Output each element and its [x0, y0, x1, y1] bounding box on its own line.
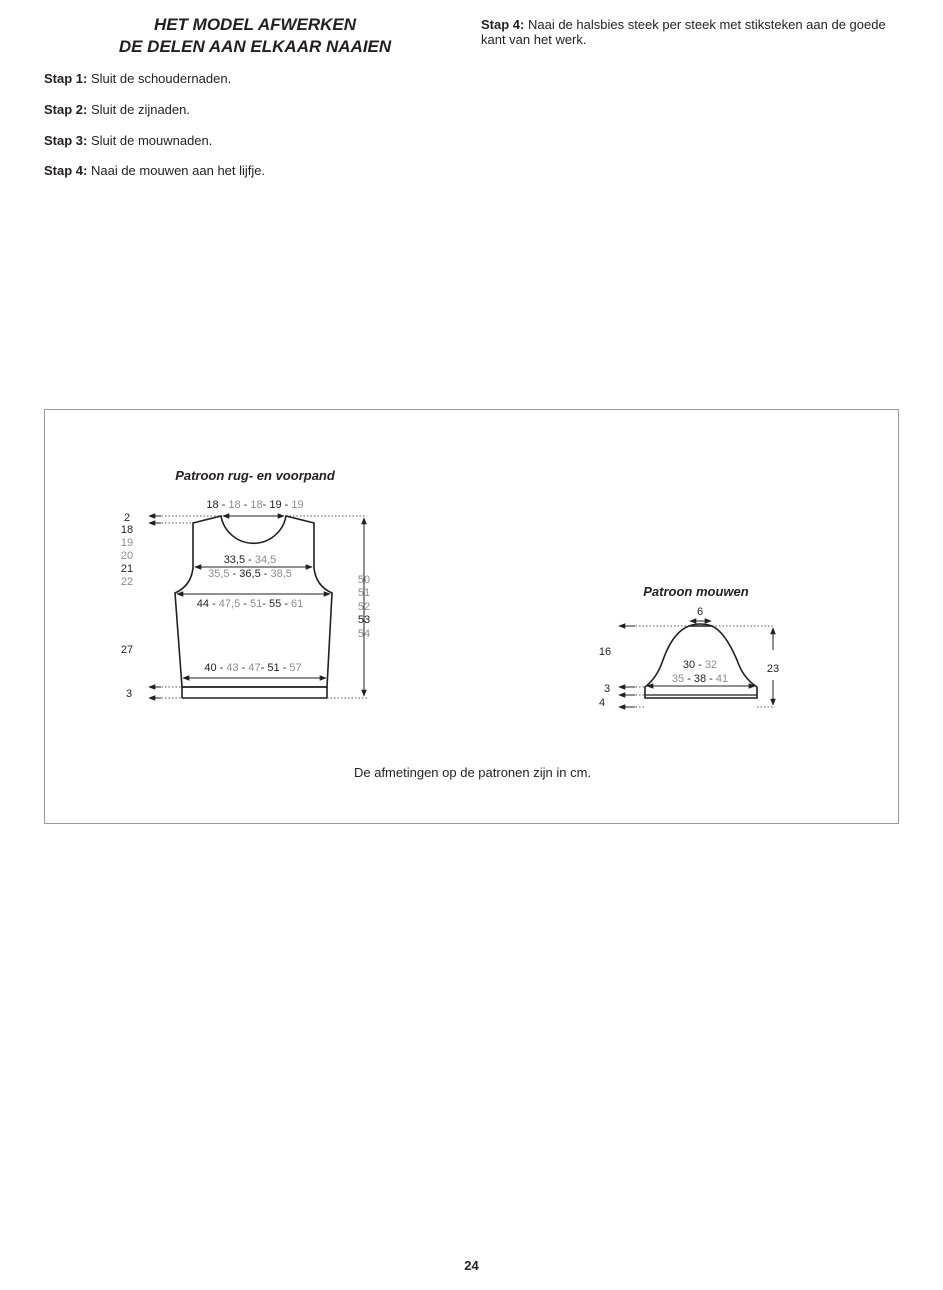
- sleeve-pattern: [599, 584, 779, 709]
- step-3-text: Sluit de mouwnaden.: [90, 133, 213, 148]
- step-1-label: Stap 1:: [44, 71, 88, 86]
- armhole-depth-1: 18: [120, 524, 134, 536]
- heading-line-1: HET MODEL AFWERKEN: [153, 15, 357, 34]
- total-length-2: 51: [357, 587, 371, 599]
- sleeve-cap-height-label: 16: [598, 646, 612, 658]
- neck-width-label: 18 - 18 - 18- 19 - 19: [206, 499, 304, 511]
- step-3: [44, 133, 212, 148]
- step-2-text: Sluit de zijnaden.: [90, 102, 190, 117]
- body-pattern: [121, 468, 370, 700]
- step-right-text: Naai de halsbies steek per steek met stiksteken aan de goede kant van het werk.: [481, 17, 886, 47]
- armhole-depth-2: 19: [120, 537, 134, 549]
- pattern-caption: De afmetingen op de patronen zijn in cm.: [353, 765, 592, 780]
- armhole-width-label: 44 - 47,5 - 51- 55 - 61: [196, 598, 304, 610]
- hem-width-label: 40 - 43 - 47- 51 - 57: [204, 662, 302, 674]
- armhole-depth-5: 22: [120, 576, 134, 588]
- step-1: [44, 71, 231, 86]
- step-1-text: Sluit de schoudernaden.: [90, 71, 232, 86]
- step-4-label: Stap 4:: [44, 163, 88, 178]
- chest-lower-label: 35,5 - 36,5 - 38,5: [208, 568, 292, 580]
- total-length-3: 52: [357, 601, 371, 613]
- body-pattern-title: Patroon rug- en voorpand: [175, 468, 335, 483]
- step-4-text: Naai de mouwen aan het lijfje.: [90, 163, 266, 178]
- total-length-5: 54: [357, 628, 371, 640]
- sleeve-rib-b-label: 4: [598, 697, 606, 709]
- heading-line-2: DE DELEN AAN ELKAAR NAAIEN: [118, 37, 392, 56]
- sleeve-top-width-label: 6: [696, 606, 704, 618]
- pattern-panel: [44, 409, 899, 824]
- rib-height-label: 3: [125, 688, 133, 700]
- total-length-1: 50: [357, 574, 371, 586]
- step-3-label: Stap 3:: [44, 133, 88, 148]
- step-2-label: Stap 2:: [44, 102, 88, 117]
- step-right-label: Stap 4:: [481, 17, 525, 32]
- sleeve-pattern-title: Patroon mouwen: [643, 584, 749, 599]
- page-heading: [60, 14, 450, 58]
- step-4: [44, 163, 265, 178]
- sleeve-width-upper-label: 30 - 32: [682, 659, 718, 671]
- total-length-4: 53: [357, 614, 371, 626]
- shoulder-drop-label: 2: [123, 512, 131, 524]
- body-rib-sides: [182, 687, 327, 698]
- armhole-depth-4: 21: [120, 563, 134, 575]
- sleeve-rib-a-label: 3: [603, 683, 611, 695]
- sleeve-width-lower-label: 35 - 38 - 41: [671, 673, 729, 685]
- page-number: 24: [464, 1258, 479, 1273]
- chest-upper-label: 33,5 - 34,5: [223, 554, 277, 566]
- step-2: [44, 102, 190, 117]
- body-length-lower-label: 27: [120, 644, 134, 656]
- pattern-diagrams: [45, 410, 900, 825]
- step-right: [481, 17, 901, 47]
- armhole-depth-3: 20: [120, 550, 134, 562]
- sleeve-total-height-label: 23: [766, 663, 780, 675]
